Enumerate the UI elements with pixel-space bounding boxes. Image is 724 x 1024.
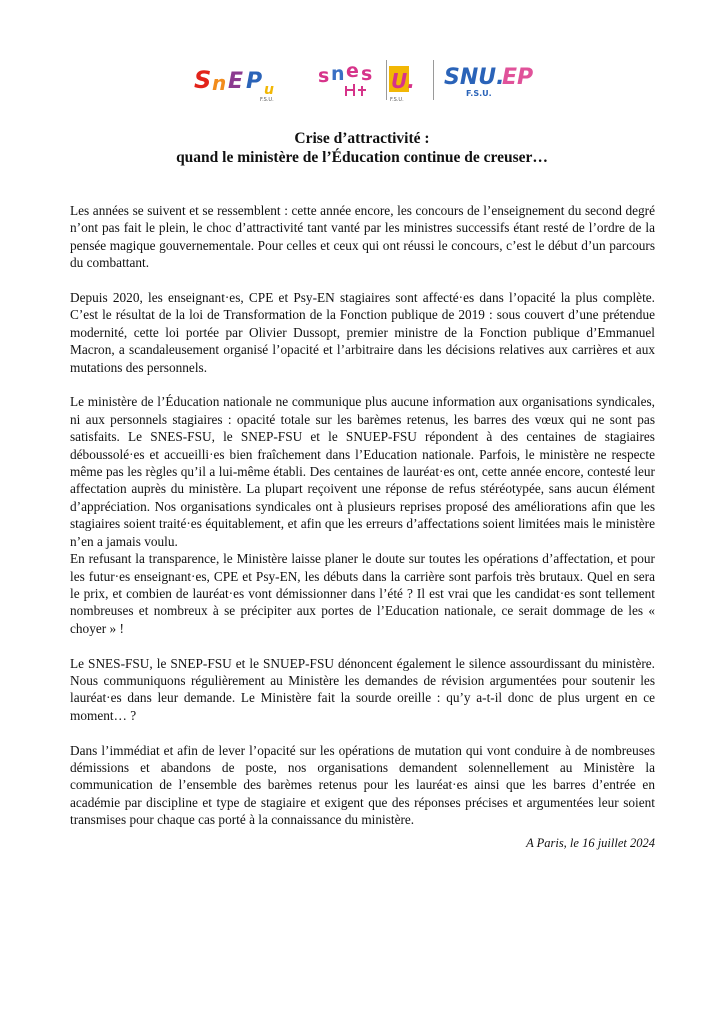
svg-text:u: u — [264, 82, 274, 98]
svg-text:S: S — [194, 66, 212, 94]
paragraph: Le SNES-FSU, le SNEP-FSU et le SNUEP-FSU dénoncent également le silence assourdissant du ministère. Nous communiquons régulièrement au Ministère les demandes de révision argumentées pour soutenir les lauréat·es dans leur demande. Le Ministère fait la sourde oreille : qu’y a-t-il donc de plus urgent en ce moment… ? — [70, 655, 655, 723]
svg-text:E: E — [228, 69, 244, 94]
svg-text:SNU.: SNU. — [444, 65, 505, 90]
paragraph: Depuis 2020, les enseignant·es, CPE et Psy-EN stagiaires sont affecté·es dans l’opacité la plus complète. C’est le résultat de la loi de Transformation de la Fonction publique de 2019 : sous couvert d’une prétendue modernité, cette loi portée par Olivier Dussopt, premier ministre de la Fonction publique d’Emmanuel Macron, a scandaleusement organisé l’opacité et l’arbitraire dans les décisions relatives aux carrières et aux mutations des personnels. — [70, 290, 655, 375]
snep-fsu-logo — [192, 60, 284, 102]
place-date-signature: A Paris, le 16 juillet 2024 — [526, 836, 655, 850]
svg-text:s: s — [361, 63, 373, 85]
union-logos — [0, 60, 724, 110]
document-body — [70, 202, 655, 846]
svg-text:n: n — [212, 71, 227, 95]
document-title — [0, 130, 724, 167]
paragraph: Le ministère de l’Éducation nationale ne communique plus aucune information aux organisations syndicales, ni aux personnels stagiaires : opacité totale sur les barèmes retenus, les barres des vœux qui ne sont pas satisfaits. Le SNES-FSU, le SNEP-FSU et le SNUEP-FSU répondent à des centaines de stagiaires déboussolé·es et accueilli·es bien fraîchement dans l’Education nationale. Parfois, le ministère ne respecte même pas les règles qu’il a lui-même établi. Des centaines de lauréat·es ont, cette année encore, contesté leur affectation auprès du ministère. La plupart reçoivent une réponse de refus stéréotypée, sans aucun élément d’appréciation. Nos organisations syndicales ont à plusieurs reprises proposé des améliorations afin que les stagiaires soient traité·es équitablement, et afin que les erreurs d’affectations soient limitées mais le ministère n’en a jamais voulu. — [70, 394, 655, 549]
paragraph: Dans l’immédiat et afin de lever l’opacité sur les opérations de mutation qui vont conduire à de nombreuses démissions et abandons de poste, nos organisations demandent solennellement au Ministère la communication de l’ensemble des barèmes retenus pour les lauréat·es ainsi que les barres d’entrée en académie par discipline et type de stagiaire et exigent que des réponses précises et argumentées leur soient transmises pour chaque cas porté à la connaissance du ministère. — [70, 742, 655, 828]
svg-text:P: P — [246, 69, 263, 94]
paragraph: En refusant la transparence, le Ministère laisse planer le doute sur toutes les opérations d’affectation, et pour les futur·es enseignant·es, CPE et Psy-EN, les débuts dans la carrière sont parfois très brutaux. Quel en sera le prix, et combien de lauréat·es vont démissionner dans l’été ? Il est vrai que les candidat·es sont tellement nombreuses et nombreux à se précipiter aux portes de l’Education nationale, ce serait dommage de les « choyer » ! — [70, 551, 655, 636]
svg-text:EP: EP — [502, 65, 534, 90]
svg-text:U.: U. — [391, 69, 415, 93]
snes-fsu-logo — [318, 60, 422, 102]
svg-text:F.S.U.: F.S.U. — [260, 97, 274, 102]
svg-text:e: e — [346, 60, 359, 82]
svg-text:n: n — [331, 63, 345, 85]
title-line-2: quand le ministère de l’Éducation continue de creuser… — [176, 148, 548, 166]
title-line-1: Crise d’attractivité : — [294, 130, 430, 147]
snuep-fsu-logo — [444, 60, 534, 100]
svg-text:F.S.U.: F.S.U. — [466, 89, 492, 98]
svg-text:s: s — [318, 65, 330, 87]
paragraph: Les années se suivent et se ressemblent : cette année encore, les concours de l’enseignement du second degré n’ont pas fait le plein, le choc d’attractivité tant vanté par les ministres successifs étant resté de l’ordre de la pensée magique gouvernementale. Pour celles et ceux qui ont réussi le concours, c’est le début d’un parcours du combattant. — [70, 203, 655, 271]
logo-separator — [433, 60, 434, 100]
svg-text:F.S.U.: F.S.U. — [390, 97, 404, 102]
